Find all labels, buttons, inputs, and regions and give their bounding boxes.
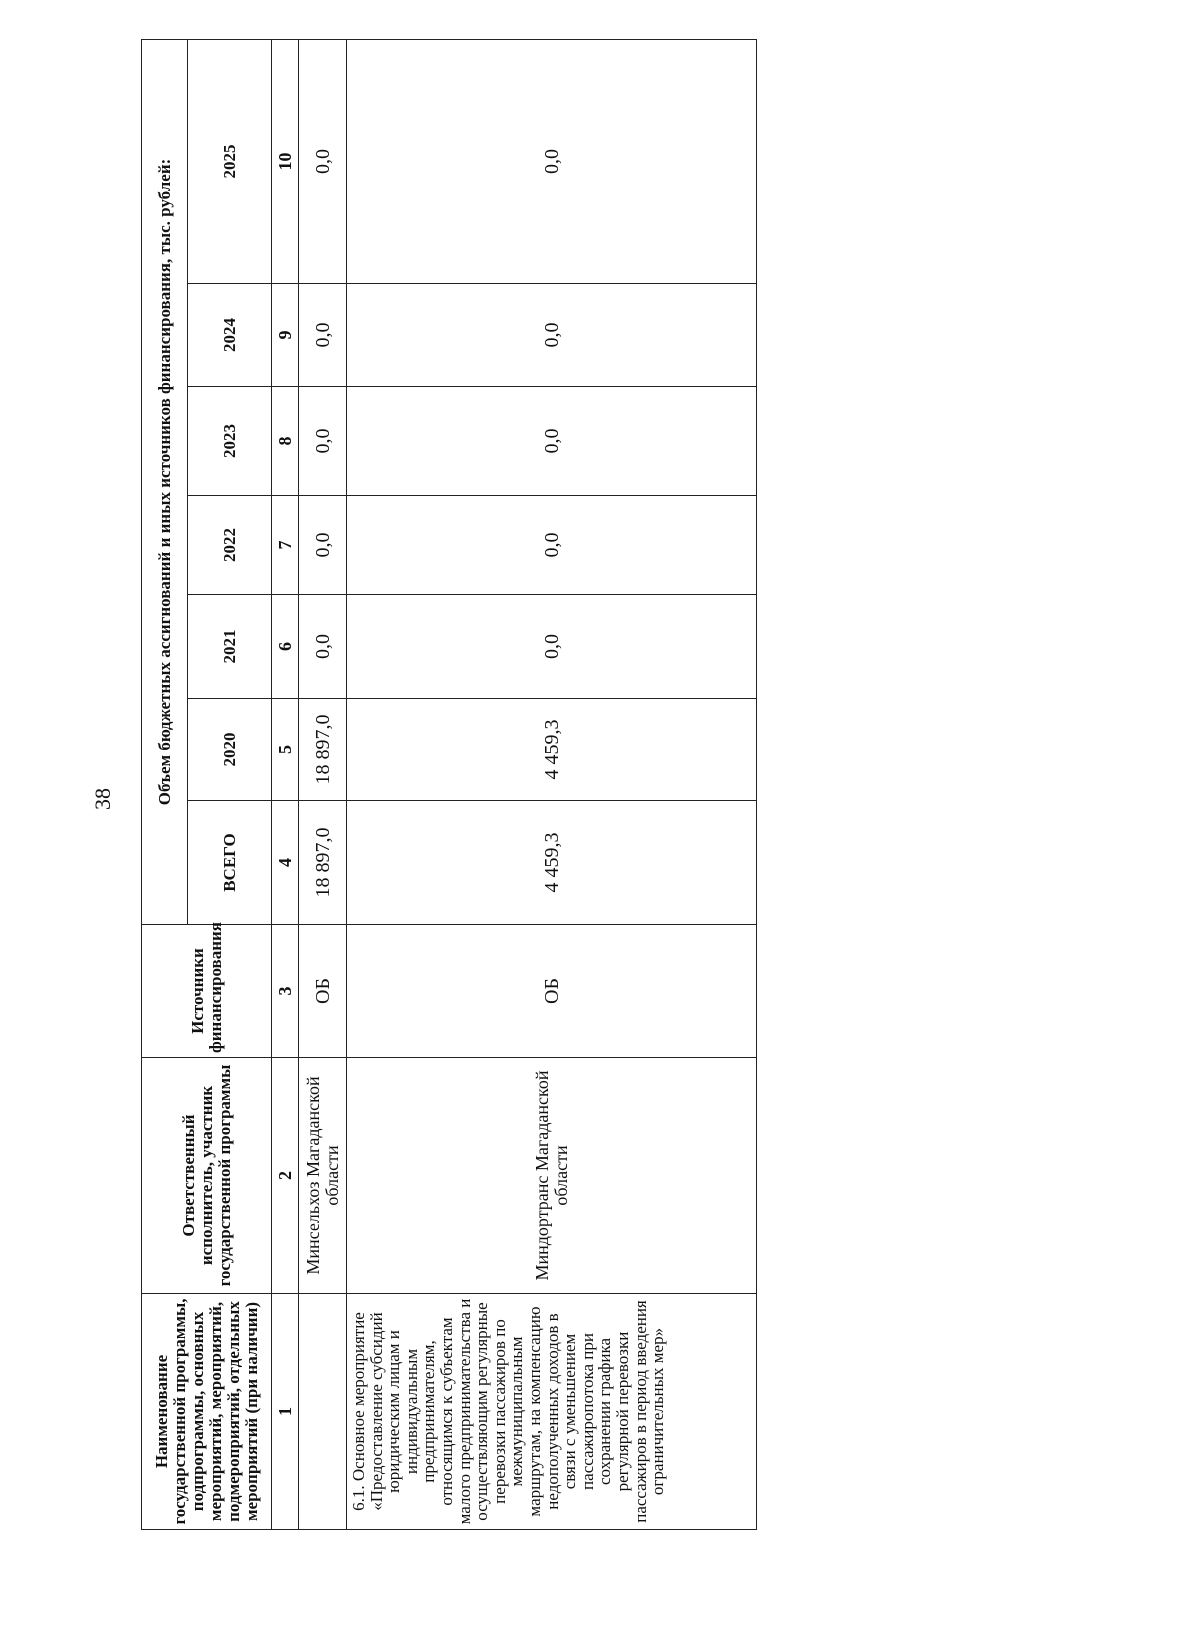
header-total: ВСЕГО xyxy=(188,801,272,925)
row-value-2025: 0,0 xyxy=(299,39,347,283)
row-executor: Миндортранс Магаданской области xyxy=(347,1058,757,1294)
column-number: 8 xyxy=(272,387,299,496)
row-name: 6.1. Основное мероприятие «Предоставление субсидий юридическим лицам и индивидуальным предпринимателям, относящимся к субъектам малого предпринимательства и осуществляющим регулярные перевозки пассажиров по межмуниципальным маршрутам, на компенсацию недополученных доходов в связи с уменьшением пассажиропотока при сохранении графика регулярной перевозки пассажиров в период введения ограничительных мер» xyxy=(347,1294,757,1530)
column-number: 2 xyxy=(272,1058,299,1294)
column-number: 6 xyxy=(272,595,299,699)
column-number: 1 xyxy=(272,1294,299,1530)
table-row xyxy=(347,39,757,1529)
header-year: 2021 xyxy=(188,595,272,699)
row-value-2021: 0,0 xyxy=(347,595,757,699)
row-value-2022: 0,0 xyxy=(347,496,757,595)
row-value-2024: 0,0 xyxy=(347,284,757,387)
header-name: Наименование государственной программы, подпрограммы, основных мероприятий, мероприятий, подмероприятий, отдельных мероприятий (при наличии) xyxy=(142,1294,272,1530)
row-value-2020: 18 897,0 xyxy=(299,699,347,801)
row-value-total: 18 897,0 xyxy=(299,801,347,925)
row-value-total: 4 459,3 xyxy=(347,801,757,925)
row-value-2023: 0,0 xyxy=(299,387,347,496)
column-number: 7 xyxy=(272,496,299,595)
header-year: 2020 xyxy=(188,699,272,801)
row-value-2024: 0,0 xyxy=(299,284,347,387)
row-source: ОБ xyxy=(299,925,347,1058)
row-value-2022: 0,0 xyxy=(299,496,347,595)
row-value-2020: 4 459,3 xyxy=(347,699,757,801)
header-source: Источники финансирования xyxy=(142,925,272,1058)
rotated-table-container xyxy=(141,40,757,1530)
row-executor: Минсельхоз Магаданской области xyxy=(299,1058,347,1294)
column-number: 4 xyxy=(272,801,299,925)
header-year: 2023 xyxy=(188,387,272,496)
column-number: 3 xyxy=(272,925,299,1058)
row-name xyxy=(299,1294,347,1530)
header-funding-group: Объем бюджетных ассигнований и иных источников финансирования, тыс. рублей: xyxy=(142,39,188,924)
column-number: 9 xyxy=(272,284,299,387)
page-number: 38 xyxy=(90,788,115,810)
row-value-2025: 0,0 xyxy=(347,39,757,283)
header-year: 2022 xyxy=(188,496,272,595)
header-year: 2025 xyxy=(188,39,272,283)
row-source: ОБ xyxy=(347,925,757,1058)
column-number: 5 xyxy=(272,699,299,801)
header-executor: Ответственный исполнитель, участник государственной программы xyxy=(142,1058,272,1294)
header-year: 2024 xyxy=(188,284,272,387)
row-value-2023: 0,0 xyxy=(347,387,757,496)
row-value-2021: 0,0 xyxy=(299,595,347,699)
column-number: 10 xyxy=(272,39,299,283)
table-row xyxy=(299,39,347,1529)
funding-table xyxy=(141,39,757,1530)
